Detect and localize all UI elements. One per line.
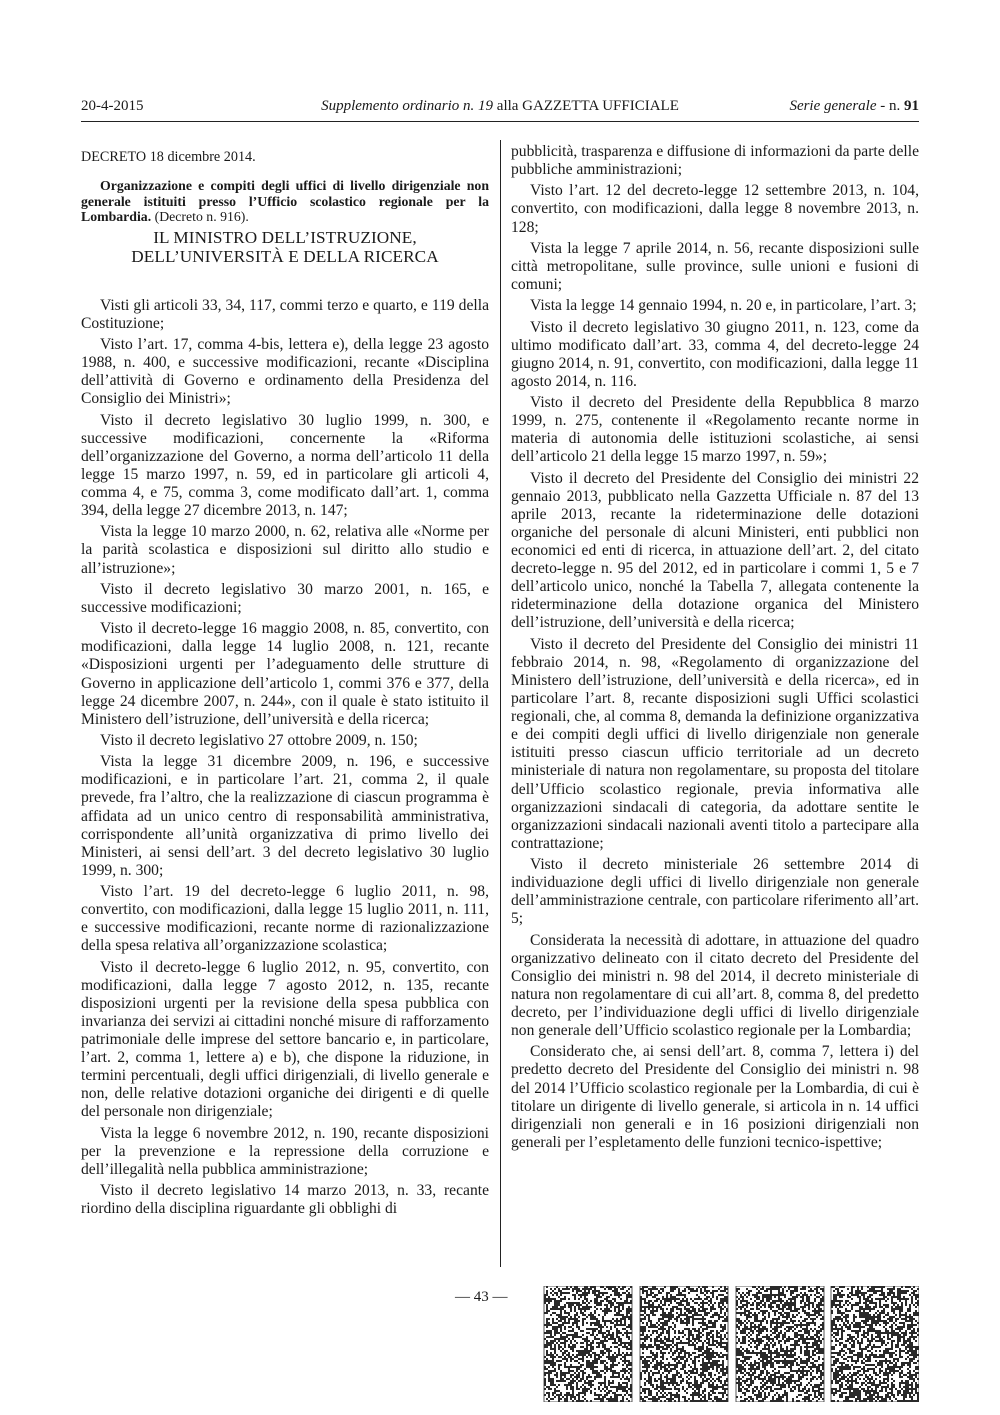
paragraph: Vista la legge 31 dicembre 2009, n. 196, e successive modificazioni, e in particolare l’art. 21, comma 2, il quale prevede, fra l’altro, che la realizzazione di ciascun programma è affidata ad un unico centro di responsabilità amministrativa, corrispondente all’unità organizzativa di primo livello dei Ministeri, ai sensi dell’art. 3 del decreto legislativo 30 luglio 1999, n. 300; bbox=[81, 753, 489, 879]
left-column bbox=[81, 143, 489, 1222]
paragraph: pubblicità, trasparenza e diffusione di informazioni da parte delle pubbliche amministrazioni; bbox=[511, 143, 919, 179]
minister-heading-line1: IL MINISTRO DELL’ISTRUZIONE, bbox=[153, 227, 417, 247]
paragraph: Vista la legge 10 marzo 2000, n. 62, relativa alle «Norme per la parità scolastica e disposizioni sul diritto allo studio e all’istruzione»; bbox=[81, 523, 489, 577]
security-code-block bbox=[736, 1286, 824, 1402]
security-code-block bbox=[831, 1286, 919, 1402]
paragraph: Vista la legge 14 gennaio 1994, n. 20 e, in particolare, l’art. 3; bbox=[530, 297, 917, 315]
paragraph: Vista la legge 7 aprile 2014, n. 56, recante disposizioni sulle città metropolitane, sulle province, sulle unioni e fusioni di comuni; bbox=[511, 239, 919, 294]
decree-subject-bold: Organizzazione e compiti degli uffici di livello dirigenziale non generale istituiti presso l’Ufficio scolastico regionale per la Lombardia. bbox=[81, 178, 489, 224]
header-rule bbox=[81, 121, 919, 122]
paragraph: Visti gli articoli 33, 34, 117, commi terzo e quarto, e 119 della Costituzione; bbox=[81, 296, 489, 332]
decree-date-line: DECRETO 18 dicembre 2014. bbox=[81, 149, 256, 165]
header-supplement: Supplemento ordinario n. 19 bbox=[321, 98, 494, 114]
right-column bbox=[511, 143, 919, 1155]
page-number: — 43 — bbox=[455, 1289, 508, 1305]
paragraph: Visto il decreto legislativo 14 marzo 2013, n. 33, recante riordino della disciplina riguardante gli obblighi di bbox=[81, 1182, 489, 1218]
column-divider bbox=[500, 140, 501, 1267]
paragraph: Considerato che, ai sensi dell’art. 8, comma 7, lettera i) del predetto decreto del Presidente del Consiglio dei ministri n. 98 del 2014 l’Ufficio scolastico regionale per la Lombardia, di cui è titolare un dirigente di livello generale, si articola in n. 14 uffici dirigenziali non generali e in 16 posizioni dirigenziali non generali per l’espletamento delle funzioni tecnico-ispettive; bbox=[511, 1043, 919, 1151]
page-header bbox=[81, 95, 919, 117]
paragraph: Visto il decreto del Presidente della Repubblica 8 marzo 1999, n. 275, contenente il «Regolamento recante norme in materia di autonomia delle istituzioni scolastiche, ai sensi dell’articolo 21 della legge 15 marzo 1997, n. 59»; bbox=[511, 394, 919, 466]
left-paragraphs bbox=[81, 297, 489, 1219]
right-paragraphs bbox=[511, 143, 919, 1152]
header-issue-number: 91 bbox=[904, 98, 919, 114]
decree-subject bbox=[81, 178, 489, 225]
security-code-block bbox=[544, 1286, 632, 1402]
paragraph: Visto il decreto legislativo 30 marzo 2001, n. 165, e successive modificazioni; bbox=[81, 580, 489, 616]
minister-heading-line2: DELL’UNIVERSITÀ E DELLA RICERCA bbox=[131, 247, 439, 267]
paragraph: Visto l’art. 12 del decreto-legge 12 settembre 2013, n. 104, convertito, con modificazioni, dalla legge 8 novembre 2013, n. 128; bbox=[511, 182, 919, 236]
header-gazette: alla GAZZETTA UFFICIALE bbox=[493, 98, 679, 114]
paragraph: Visto l’art. 17, comma 4-bis, lettera e), della legge 23 agosto 1988, n. 400, e successive modificazioni, recante «Disciplina dell’attività di Governo e ordinamento della Presidenza del Consiglio dei Ministri»; bbox=[81, 336, 489, 408]
paragraph: Visto il decreto-legge 16 maggio 2008, n. 85, convertito, con modificazioni, dalla legge 14 luglio 2008, n. 121, recante «Disposizioni urgenti per l’adeguamento delle strutture di Governo in applicazione dell’articolo 1, commi 376 e 377, della legge 24 dicembre 2007, n. 244», con il quale è stato istituito il Ministero dell’istruzione, dell’università e della ricerca; bbox=[81, 620, 489, 728]
paragraph: Visto il decreto del Presidente del Consiglio dei ministri 22 gennaio 2013, pubblicato nella Gazzetta Ufficiale n. 87 del 13 aprile 2013, recante la rideterminazione delle dotazioni organiche del personale di alcuni Ministeri, enti pubblici non economici ed enti di ricerca, in attuazione dell’art. 2, del citato decreto-legge n. 95 del 2012, ed in particolare i commi 1, 5 e 7 dell’articolo unico, nonché la Tabella 7, allegata contenente la rideterminazione della dotazione organica del Ministero dell’istruzione, dell’università e della ricerca; bbox=[511, 469, 919, 632]
header-date: 20-4-2015 bbox=[81, 98, 144, 114]
paragraph: Considerata la necessità di adottare, in attuazione del quadro organizzativo delineato con il citato decreto del Presidente del Consiglio dei ministri n. 98 del 2014, il decreto ministeriale di natura non regolamentare di cui all’art. 8, comma 8, del predetto decreto, per l’individuazione degli uffici di livello dirigenziale non generale dell’Ufficio scolastico regionale per la Lombardia; bbox=[511, 931, 919, 1040]
security-code-block bbox=[640, 1286, 728, 1402]
paragraph: Visto il decreto legislativo 30 giugno 2011, n. 123, come da ultimo modificato dall’art. 33, comma 4, del decreto-legge 24 giugno 2014, n. 91, convertito, con modificazioni, dalla legge 11 agosto 2014, n. 116. bbox=[511, 318, 919, 390]
header-series-sep: - n. bbox=[876, 98, 904, 114]
header-series-name: Serie generale bbox=[789, 98, 877, 114]
paragraph: Visto il decreto ministeriale 26 settembre 2014 di individuazione degli uffici di livello dirigenziale non generale dell’amministrazione centrale, con particolare riferimento all’art. 5; bbox=[511, 856, 919, 928]
paragraph: Visto il decreto legislativo 27 ottobre 2009, n. 150; bbox=[100, 731, 418, 749]
paragraph: Vista la legge 6 novembre 2012, n. 190, recante disposizioni per la prevenzione e la repressione della corruzione e dell’illegalità nella pubblica amministrazione; bbox=[81, 1124, 489, 1178]
paragraph: Visto il decreto-legge 6 luglio 2012, n. 95, convertito, con modificazioni, dalla legge 7 agosto 2012, n. 135, recante disposizioni urgenti per la revisione della spesa pubblica con invarianza dei servizi ai cittadini nonché misure di rafforzamento patrimoniale delle imprese del settore bancario e, in particolare, l’art. 2, comma 1, lettere a) e b), che dispone la riduzione, in termini percentuali, degli uffici dirigenziali, di livello generale e non, delle relative dotazioni organiche dei dirigenti e di quelle del personale non dirigenziale; bbox=[81, 958, 489, 1121]
decree-number: (Decreto n. 916). bbox=[151, 209, 249, 224]
paragraph: Visto l’art. 19 del decreto-legge 6 luglio 2011, n. 98, convertito, con modificazioni, dalla legge 15 luglio 2011, n. 111, e successive modificazioni, recante norme di razionalizzazione della spesa relativa all’organizzazione scolastica; bbox=[81, 883, 489, 955]
minister-heading bbox=[81, 228, 489, 267]
paragraph: Visto il decreto legislativo 30 luglio 1999, n. 300, e successive modificazioni, concernente la «Riforma dell’organizzazione del Governo, a norma dell’articolo 11 della legge 15 marzo 1997, n. 59, ed in particolare gli articoli 4, comma 4, e 75, comma 3, come modificato dall’art. 1, comma 394, della legge 27 dicembre 2013, n. 147; bbox=[81, 411, 489, 520]
header-series bbox=[789, 95, 919, 117]
security-codes bbox=[541, 1286, 919, 1402]
paragraph: Visto il decreto del Presidente del Consiglio dei ministri 11 febbraio 2014, n. 98, «Regolamento di organizzazione del Ministero dell’istruzione, dell’università e della ricerca», ed in particolare l’art. 8, recante disposizioni sugli Uffici scolastici regionali, che, al comma 8, demanda la definizione organizzativa e dei compiti degli uffici di livello dirigenziale non generale istituiti presso ciascun ufficio territoriale ad un decreto ministeriale di natura non regolamentare, su proposta del titolare dell’Ufficio scolastico regionale, previa informativa alle organizzazioni sindacali di categoria, da adottare sentite le organizzazioni sindacali nazionali aventi titolo a partecipare alla contrattazione; bbox=[511, 635, 919, 852]
